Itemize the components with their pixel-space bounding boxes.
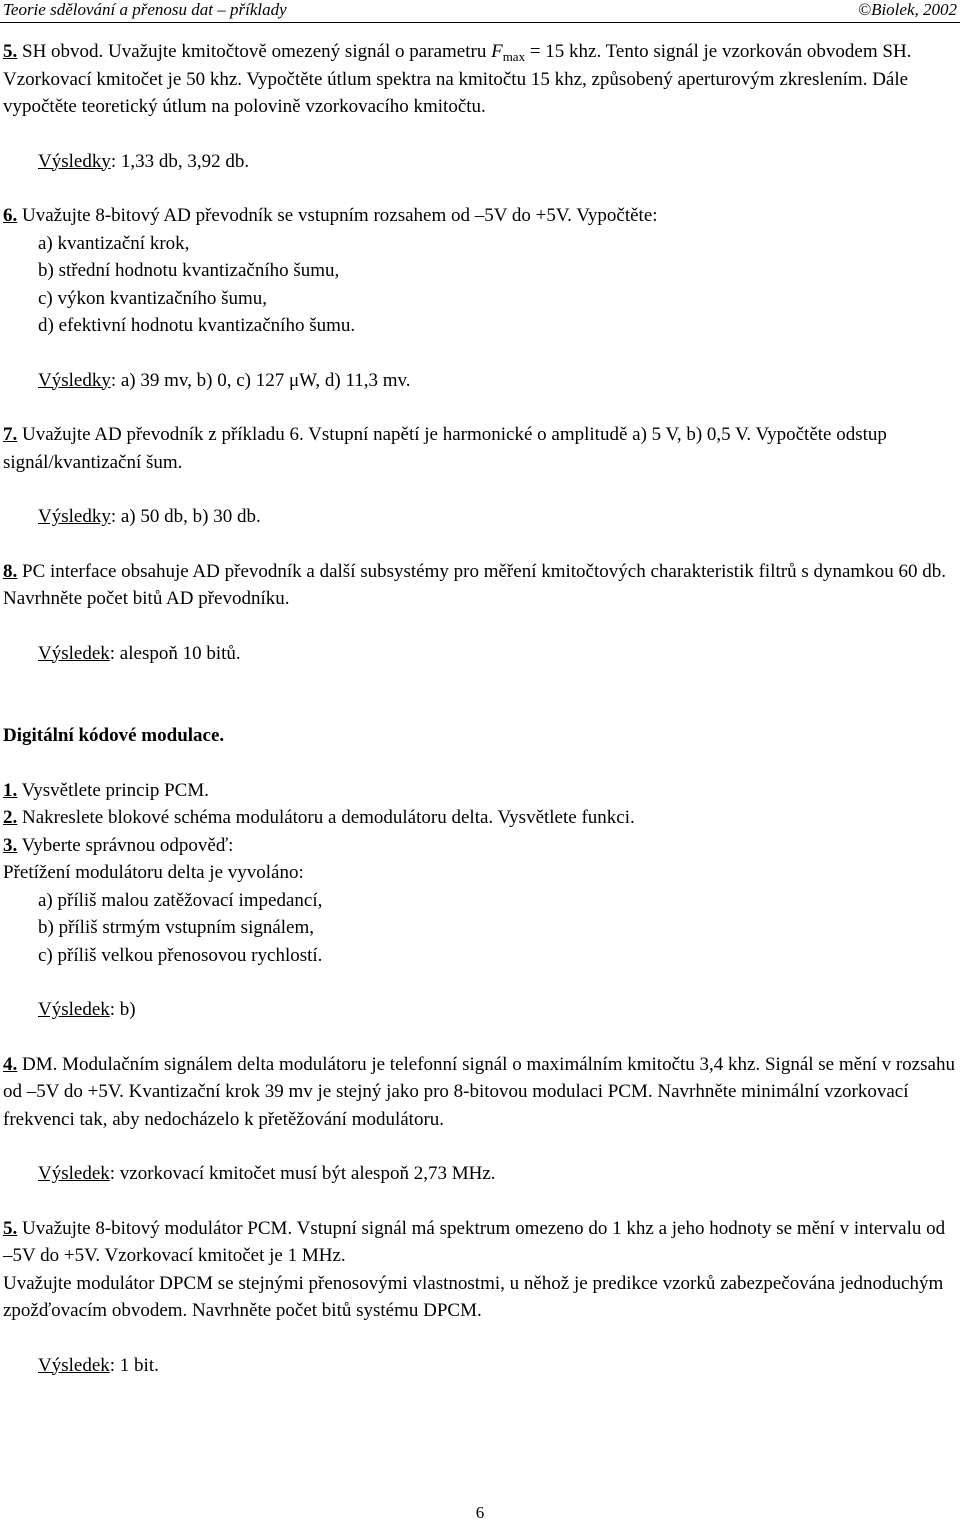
problem-number: 8. xyxy=(3,560,18,582)
section-heading: Digitální kódové modulace. xyxy=(3,725,225,746)
page-header xyxy=(0,0,960,20)
list-item: b) střední hodnotu kvantizačního šumu, xyxy=(38,260,340,281)
result-q4 xyxy=(38,1160,955,1188)
question-number: 5. xyxy=(3,1217,18,1239)
question-text: Uvažujte 8-bitový modulátor PCM. Vstupní signál má spektrum omezeno do 1 khz a jeho hodnoty se mění v intervalu od –5V do +5V. Vzorkovací kmitočet je 1 MHz. xyxy=(3,1217,946,1266)
result-label: Výsledky xyxy=(38,506,111,527)
question-number: 1. xyxy=(3,779,18,801)
header-title: Teorie sdělování a přenosu dat – příklady xyxy=(3,0,287,19)
result-label: Výsledky xyxy=(38,150,111,172)
problem-text: PC interface obsahuje AD převodník a další subsystémy pro měření kmitočtových charakteristik filtrů s dynamkou 60 db. Navrhněte počet bitů AD převodníku. xyxy=(3,560,946,609)
variable-subscript: max xyxy=(502,49,526,64)
result-5 xyxy=(38,148,955,176)
header-divider xyxy=(0,22,960,23)
result-label: Výsledky xyxy=(38,369,111,391)
problem-text: Uvažujte 8-bitový AD převodník se vstupním rozsahem od –5V do +5V. Vypočtěte: xyxy=(17,205,658,226)
problem-number: 5. xyxy=(3,41,18,62)
problem-number: 6. xyxy=(3,205,18,226)
result-text: : vzorkovací kmitočet musí být alespoň 2,73 MHz. xyxy=(109,1163,496,1184)
result-text: : alespoň 10 bitů. xyxy=(109,642,241,664)
problem-text-cont: = 15 khz. Tento signál je vzorkován obvodem SH. Vzorkovací kmitočet je 50 khz. Vypočtěte útlum spektra na kmitočtu 15 khz, způsobený aperturovým zkreslením. Dále vypočtěte teoretický útlum na polovině vzorkovacího kmitočtu. xyxy=(3,41,912,117)
question-text: Vyberte správnou odpověď: xyxy=(17,834,234,856)
question-text: DM. Modulačním signálem delta modulátoru je telefonní signál o maximálním kmitočtu 3,4 khz. Signál se mění v rozsahu od –5V do +5V. Kvantizační krok 39 mv je stejný jako pro 8-bitovou modulaci PCM. Navrhněte minimální vzorkovací frekvenci tak, aby nedocházelo k přetěžování modulátoru. xyxy=(3,1053,955,1130)
problem-number: 7. xyxy=(3,424,18,445)
problem-text: SH obvod. Uvažujte kmitočtově omezený signál o parametru xyxy=(17,41,492,62)
result-label: Výsledek xyxy=(38,1354,110,1376)
question-number: 3. xyxy=(3,834,18,856)
question-5-cont: Uvažujte modulátor DPCM se stejnými přenosovými vlastnostmi, u něhož je predikce vzorků zabezpečována jednoduchým zpožďovacím obvodem. Navrhněte počet bitů systému DPCM. xyxy=(3,1272,944,1321)
problem-5 xyxy=(3,38,955,121)
list-item: d) efektivní hodnotu kvantizačního šumu. xyxy=(38,315,356,336)
question-2 xyxy=(3,804,955,832)
result-label: Výsledek xyxy=(38,1163,110,1184)
answer-option: b) příliš strmým vstupním signálem, xyxy=(38,917,315,938)
problem-8 xyxy=(3,558,955,613)
page-number: 6 xyxy=(475,1503,485,1522)
variable-f: F xyxy=(491,41,503,62)
question-5 xyxy=(3,1215,955,1270)
problem-6 xyxy=(3,202,955,230)
result-q5 xyxy=(38,1352,955,1380)
question-3-stem: Přetížení modulátoru delta je vyvoláno: xyxy=(3,862,304,883)
question-text: Vysvětlete princip PCM. xyxy=(17,779,210,801)
result-label: Výsledek xyxy=(38,999,110,1020)
list-item: c) výkon kvantizačního šumu, xyxy=(38,287,268,309)
result-label: Výsledek xyxy=(38,642,110,664)
result-7 xyxy=(38,503,955,531)
result-text: : a) 50 db, b) 30 db. xyxy=(110,506,261,527)
result-text: : a) 39 mv, b) 0, c) 127 μW, d) 11,3 mv. xyxy=(110,369,411,391)
result-text: : 1 bit. xyxy=(109,1354,159,1376)
result-8 xyxy=(38,640,955,668)
result-text: : b) xyxy=(109,999,136,1020)
list-item: a) kvantizační krok, xyxy=(38,232,190,254)
question-3 xyxy=(3,832,955,860)
result-6 xyxy=(38,367,955,395)
question-4 xyxy=(3,1051,955,1134)
page-content xyxy=(3,38,955,1379)
question-1 xyxy=(3,777,955,805)
result-text: : 1,33 db, 3,92 db. xyxy=(110,150,250,172)
question-number: 2. xyxy=(3,807,18,828)
answer-option: a) příliš malou zatěžovací impedancí, xyxy=(38,889,323,911)
result-q3 xyxy=(38,996,955,1024)
problem-7 xyxy=(3,421,955,476)
problem-text: Uvažujte AD převodník z příkladu 6. Vstupní napětí je harmonické o amplitudě a) 5 V, b) 0,5 V. Vypočtěte odstup signál/kvantizační šum. xyxy=(3,424,887,473)
question-number: 4. xyxy=(3,1053,18,1075)
answer-option: c) příliš velkou přenosovou rychlostí. xyxy=(38,944,323,966)
question-text: Nakreslete blokové schéma modulátoru a demodulátoru delta. Vysvětlete funkci. xyxy=(17,807,635,828)
header-author: ©Biolek, 2002 xyxy=(858,0,957,19)
